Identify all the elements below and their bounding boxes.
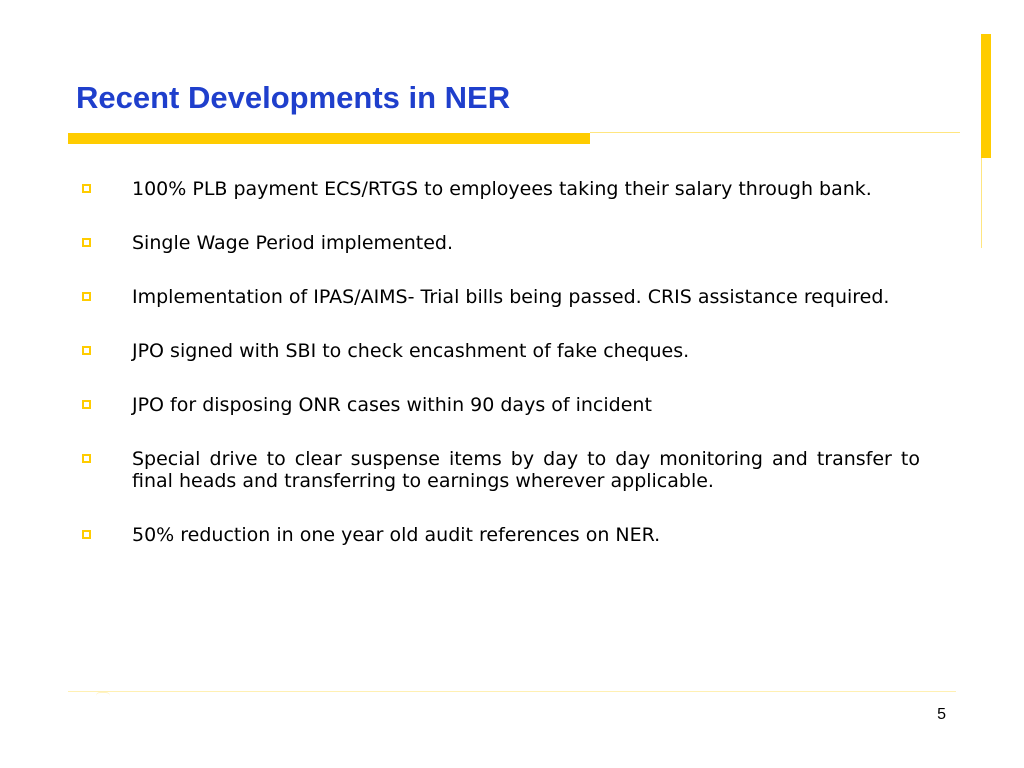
hollow-square-icon: [82, 292, 91, 301]
hollow-square-icon: [82, 454, 91, 463]
list-item: [82, 448, 920, 492]
accent-vertical-line: [981, 158, 982, 248]
list-item: [82, 178, 920, 200]
hollow-square-icon: [82, 530, 91, 539]
bullet-text: 100% PLB payment ECS/RTGS to employees taking their salary through bank.: [132, 178, 872, 200]
bullet-text: Special drive to clear suspense items by day to day monitoring and transfer to final heads and transferring to earnings wherever applicable.: [132, 448, 920, 492]
bullet-text: JPO for disposing ONR cases within 90 days of incident: [132, 394, 652, 416]
accent-vertical-bar: [981, 34, 991, 158]
bullet-text: JPO signed with SBI to check encashment of fake cheques.: [132, 340, 690, 362]
footer-divider: [68, 691, 956, 692]
list-item: [82, 286, 920, 308]
slide-title: Recent Developments in NER: [76, 80, 511, 115]
title-underline-bar: [68, 133, 590, 144]
list-item: [82, 340, 920, 362]
hollow-square-icon: [82, 346, 91, 355]
list-item: [82, 232, 920, 254]
page-number: 5: [937, 706, 946, 723]
bullet-text: Implementation of IPAS/AIMS- Trial bills being passed. CRIS assistance required.: [132, 286, 890, 308]
hollow-square-icon: [82, 238, 91, 247]
hollow-square-icon: [82, 184, 91, 193]
list-item: [82, 524, 920, 546]
bullet-text: 50% reduction in one year old audit references on NER.: [132, 524, 661, 546]
bullet-list: [82, 178, 920, 578]
list-item: [82, 394, 920, 416]
title-underline-line: [590, 132, 960, 133]
bullet-text: Single Wage Period implemented.: [132, 232, 454, 254]
hollow-square-icon: [82, 400, 91, 409]
footer-logo-mark: [96, 692, 110, 696]
